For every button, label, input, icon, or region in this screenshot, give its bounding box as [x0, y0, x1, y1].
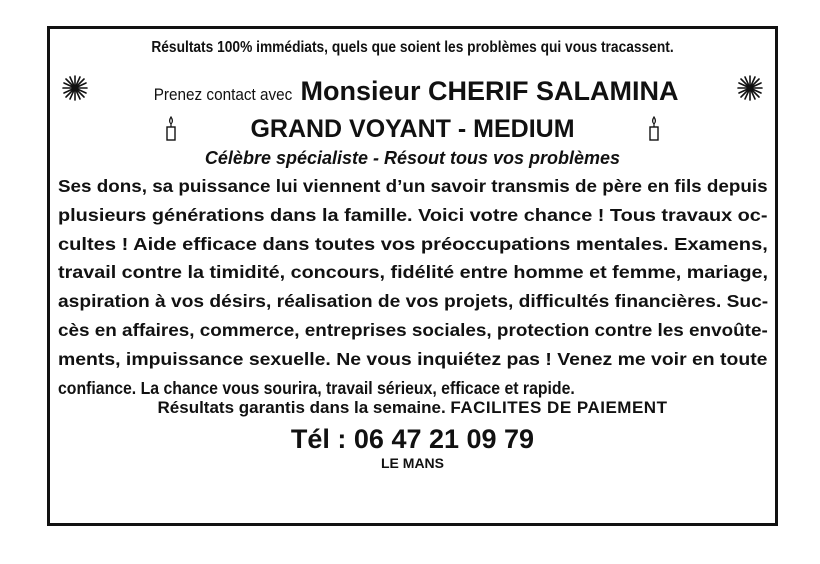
body-line: ments, impuissance sexuelle. Ne vous inquiétez pas ! Venez me voir en toute [58, 348, 768, 369]
subtitle: Célèbre spécialiste - Résout tous vos problèmes [204, 148, 621, 168]
guarantee-text: Résultats garantis dans la semaine. [157, 398, 451, 417]
title: GRAND VOYANT - MEDIUM [250, 115, 575, 143]
body-line: aspiration à vos désirs, réalisation de vos projets, difficultés financières. Suc- [58, 291, 769, 312]
payment-terms: FACILITES DE PAIEMENT [450, 398, 668, 417]
city: LE MANS [381, 455, 444, 471]
star-icon [736, 74, 764, 102]
contact-prefix: Prenez contact avec [154, 85, 293, 104]
guarantee-line [50, 398, 775, 418]
body-line: confiance. La chance vous sourira, travail sérieux, efficace et rapide. [58, 377, 575, 398]
phone-number: Tél : 06 47 21 09 79 [290, 424, 535, 454]
body-line: travail contre la timidité, concours, fidélité entre homme et femme, mariage, [58, 262, 769, 283]
body-line: cultes ! Aide efficace dans toutes vos préoccupations mentales. Examens, [58, 233, 768, 254]
contact-line [50, 76, 775, 108]
ad-card [47, 26, 778, 526]
body-line: plusieurs générations dans la famille. Voici votre chance ! Tous travaux oc- [58, 204, 768, 225]
body-line: Ses dons, sa puissance lui viennent d’un savoir transmis de père en fils depuis [58, 176, 768, 196]
candle-icon [647, 116, 661, 142]
header-line: Résultats 100% immédiats, quels que soient les problèmes qui vous tracassent. [151, 39, 674, 56]
body-line: cès en affaires, commerce, entreprises sociales, protection contre les envoûte- [58, 319, 768, 340]
contact-name: Monsieur CHERIF SALAMINA [300, 76, 679, 106]
body-paragraph [58, 172, 768, 402]
